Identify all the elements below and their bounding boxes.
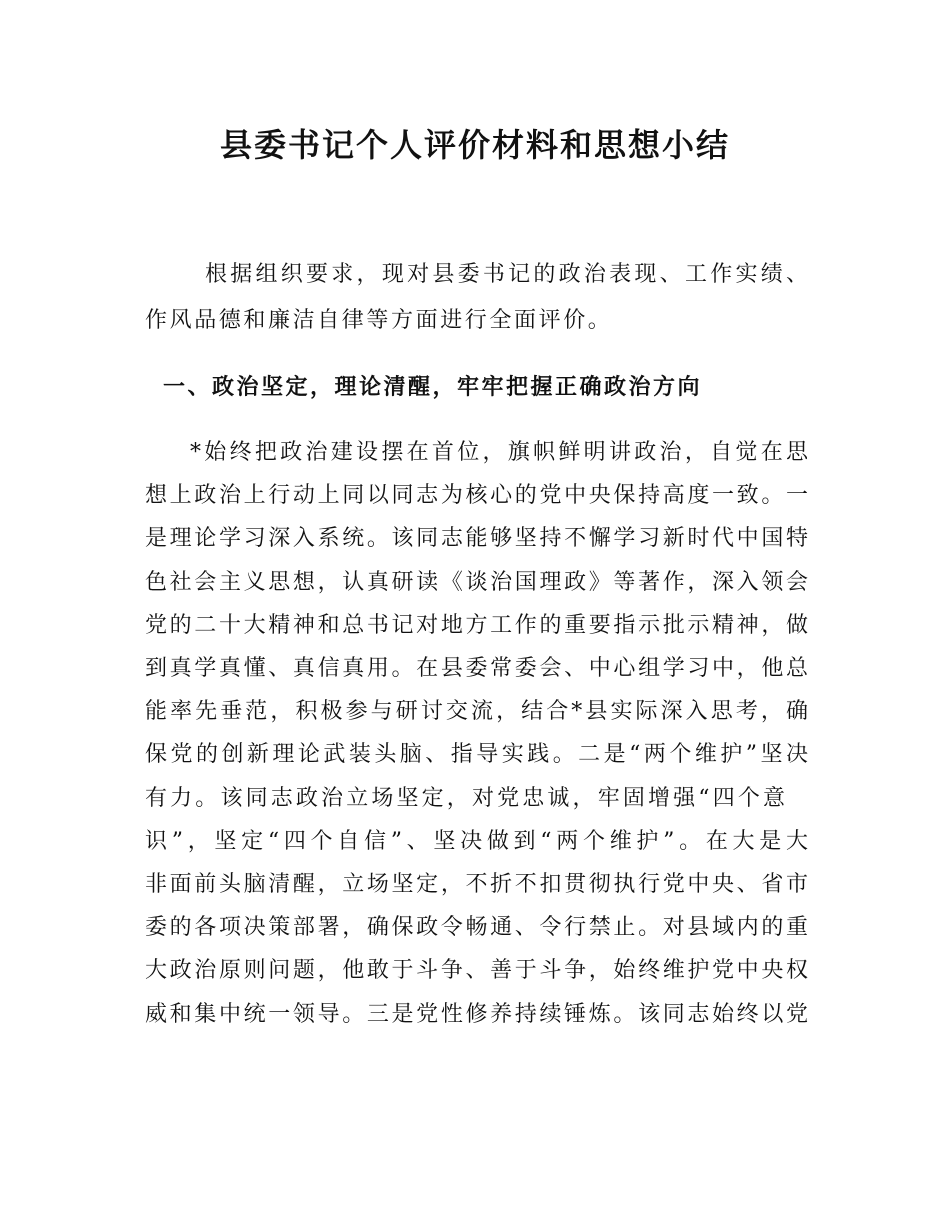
- body-line: 有力。该同志政治立场坚定，对党忠诚，牢固增强“四个意: [145, 785, 785, 811]
- intro-line: 根据组织要求，现对县委书记的政治表现、工作实绩、: [205, 262, 808, 287]
- body-line: 是理论学习深入系统。该同志能够坚持不懈学习新时代中国特: [145, 526, 808, 552]
- body-line: 保党的创新理论武装头脑、指导实践。二是“两个维护”坚决: [145, 742, 808, 768]
- body-line: *始终把政治建设摆在首位，旗帜鲜明讲政治，自觉在思: [190, 440, 808, 465]
- body-line: 委的各项决策部署，确保政令畅通、令行禁止。对县域内的重: [145, 915, 808, 941]
- body-line: 能率先垂范，积极参与研讨交流，结合*县实际深入思考，确: [145, 699, 808, 725]
- document-title: 县委书记个人评价材料和思想小结: [219, 126, 730, 164]
- body-line: 色社会主义思想，认真研读《谈治国理政》等著作，深入领会: [145, 569, 808, 595]
- body-line: 想上政治上行动上同以同志为核心的党中央保持高度一致。一: [145, 483, 808, 509]
- body-line: 非面前头脑清醒，立场坚定，不折不扣贯彻执行党中央、省市: [145, 872, 808, 897]
- intro-line: 作风品德和廉洁自律等方面进行全面评价。: [145, 308, 613, 333]
- section-heading: 一、政治坚定，理论清醒，牢牢把握正确政治方向: [163, 375, 703, 400]
- body-line: 党的二十大精神和总书记对地方工作的重要指示批示精神，做: [145, 612, 808, 638]
- body-line: 大政治原则问题，他敢于斗争、善于斗争，始终维护党中央权: [145, 958, 808, 984]
- body-line: 识”，坚定“四个自信”、坚决做到“两个维护”。在大是大: [145, 828, 808, 854]
- body-line: 到真学真懂、真信真用。在县委常委会、中心组学习中，他总: [145, 656, 808, 681]
- body-line: 威和集中统一领导。三是党性修养持续锤炼。该同志始终以党: [145, 1001, 808, 1027]
